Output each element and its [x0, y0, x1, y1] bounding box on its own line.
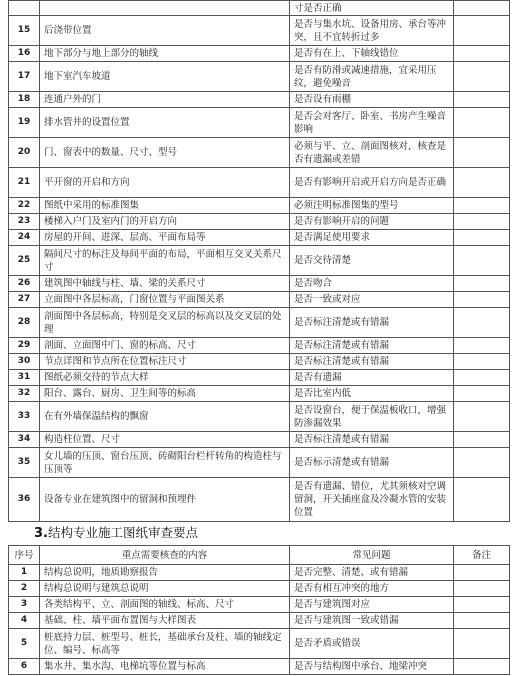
row-number: 17: [9, 62, 40, 92]
header-num: 序号: [9, 546, 40, 565]
common-problem: 是否吻合: [290, 276, 454, 292]
remark-cell: [454, 370, 510, 386]
table-row: [9, 246, 510, 276]
check-item: 排水管井的设置位置: [40, 108, 290, 138]
table-row: [9, 16, 510, 46]
check-item: 桩底持力层、桩型号、桩长，基础承台及柱、墙的轴线定位、编号、标高等: [40, 629, 290, 659]
table-row: [9, 659, 510, 675]
table-row: [9, 198, 510, 214]
row-number: 15: [9, 16, 40, 46]
row-number: [9, 1, 40, 16]
section-number: 3.: [34, 526, 48, 541]
table-row: [9, 402, 510, 432]
table-row: [9, 1, 510, 16]
table-row: [9, 629, 510, 659]
row-number: 33: [9, 402, 40, 432]
remark-cell: [454, 108, 510, 138]
row-number: 1: [9, 565, 40, 581]
common-problem: 是否标示清楚或有错漏: [290, 448, 454, 478]
remark-cell: [454, 581, 510, 597]
common-problem: 是否有影响开启的问题: [290, 214, 454, 230]
row-number: 32: [9, 386, 40, 402]
common-problem: 是否比室内低: [290, 386, 454, 402]
check-item: 女儿墙的压顶、窗台压顶、砖砌阳台栏杆转角的构造柱与压顶等: [40, 448, 290, 478]
common-problem: 是否有相互冲突的地方: [290, 581, 454, 597]
common-problem: 是否标注清楚或有错漏: [290, 308, 454, 338]
table-row: [9, 370, 510, 386]
table-row: [9, 230, 510, 246]
table-row: [9, 581, 510, 597]
remark-cell: [454, 629, 510, 659]
table-row: [9, 308, 510, 338]
row-number: 4: [9, 613, 40, 629]
row-number: 35: [9, 448, 40, 478]
common-problem: 是否与结构图中承台、地梁冲突: [290, 659, 454, 675]
row-number: 22: [9, 198, 40, 214]
structural-review-table: [8, 545, 510, 675]
header-problem: 常见问题: [290, 546, 454, 565]
row-number: 29: [9, 338, 40, 354]
common-problem: 是否设有雨棚: [290, 92, 454, 108]
check-item: 后浇带位置: [40, 16, 290, 46]
check-item: 隔间尺寸的标注及每间平面的布局，平面相互交叉关系尺寸: [40, 246, 290, 276]
row-number: 34: [9, 432, 40, 448]
check-item: 门、窗表中的数量、尺寸、型号: [40, 138, 290, 168]
check-item: 设备专业在建筑图中的留洞和预埋件: [40, 478, 290, 522]
table-row: [9, 62, 510, 92]
section-heading: [34, 523, 198, 541]
table-row: [9, 92, 510, 108]
table-row: [9, 138, 510, 168]
table-row: [9, 354, 510, 370]
remark-cell: [454, 338, 510, 354]
row-number: 26: [9, 276, 40, 292]
table-row: [9, 108, 510, 138]
common-problem: 是否满足使用要求: [290, 230, 454, 246]
remark-cell: [454, 230, 510, 246]
check-item: 剖面、立面图中门、窗的标高、尺寸: [40, 338, 290, 354]
row-number: 3: [9, 597, 40, 613]
row-number: 16: [9, 46, 40, 62]
row-number: 36: [9, 478, 40, 522]
row-number: 31: [9, 370, 40, 386]
remark-cell: [454, 354, 510, 370]
row-number: 6: [9, 659, 40, 675]
row-number: 18: [9, 92, 40, 108]
remark-cell: [454, 308, 510, 338]
remark-cell: [454, 198, 510, 214]
check-item: 构造柱位置、尺寸: [40, 432, 290, 448]
header-item: 重点需要核查的内容: [40, 546, 290, 565]
table-row: [9, 597, 510, 613]
common-problem: 是否有遗漏、错位，尤其须核对空调留洞，开关插座盒及冷凝水管的安装位置: [290, 478, 454, 522]
table-row: [9, 276, 510, 292]
check-item: 地下部分与地上部分的轴线: [40, 46, 290, 62]
remark-cell: [454, 597, 510, 613]
common-problem: 是否完整、清楚、或有错漏: [290, 565, 454, 581]
row-number: 25: [9, 246, 40, 276]
table-row: [9, 565, 510, 581]
remark-cell: [454, 386, 510, 402]
remark-cell: [454, 478, 510, 522]
check-item: 房屋的开间、进深、层高、平面布局等: [40, 230, 290, 246]
remark-cell: [454, 565, 510, 581]
common-problem: 是否标注清楚或有错漏: [290, 354, 454, 370]
row-number: 5: [9, 629, 40, 659]
remark-cell: [454, 246, 510, 276]
remark-cell: [454, 168, 510, 198]
row-number: 23: [9, 214, 40, 230]
remark-cell: [454, 16, 510, 46]
row-number: 21: [9, 168, 40, 198]
common-problem: 是否与集水坑、设备用房、承台等冲突，且不宜转折过多: [290, 16, 454, 46]
check-item: 建筑图中轴线与柱、墙、梁的关系尺寸: [40, 276, 290, 292]
check-item: 基础、柱、墙平面布置图与大样图表: [40, 613, 290, 629]
table-row: [9, 386, 510, 402]
common-problem: 是否与建筑图对应: [290, 597, 454, 613]
check-item: [40, 1, 290, 16]
check-item: 图纸必须交待的节点大样: [40, 370, 290, 386]
common-problem: 是否一致或对应: [290, 292, 454, 308]
common-problem: 必须与平、立、剖面图核对，核查是否有遗漏或差错: [290, 138, 454, 168]
check-item: 各类结构平、立、剖面图的轴线、标高、尺寸: [40, 597, 290, 613]
check-item: 连通户外的门: [40, 92, 290, 108]
common-problem: 是否有在上、下轴线错位: [290, 46, 454, 62]
common-problem: 是否标注清楚或有错漏: [290, 338, 454, 354]
row-number: 28: [9, 308, 40, 338]
table-row: [9, 292, 510, 308]
table-row: [9, 46, 510, 62]
check-item: 集水井、集水沟、电梯坑等位置与标高: [40, 659, 290, 675]
common-problem: 是否标注清楚或有错漏: [290, 432, 454, 448]
common-problem: 是否矛盾或错误: [290, 629, 454, 659]
table-row: [9, 338, 510, 354]
check-item: 立面图中各层标高，门窗位置与平面图关系: [40, 292, 290, 308]
table-header-row: [9, 546, 510, 565]
check-item: 平开窗的开启和方向: [40, 168, 290, 198]
table-row: [9, 613, 510, 629]
remark-cell: [454, 62, 510, 92]
remark-cell: [454, 292, 510, 308]
common-problem: 是否有影响开启或开启方向是否正确: [290, 168, 454, 198]
check-item: 节点详图和节点所在位置标注尺寸: [40, 354, 290, 370]
remark-cell: [454, 659, 510, 675]
header-remark: 备注: [454, 546, 510, 565]
section-title-text: 结构专业施工图纸审查要点: [47, 525, 198, 540]
row-number: 19: [9, 108, 40, 138]
check-item: 地下室汽车坡道: [40, 62, 290, 92]
remark-cell: [454, 138, 510, 168]
common-problem: 是否会对客厅、卧室、书房产生噪音影响: [290, 108, 454, 138]
remark-cell: [454, 613, 510, 629]
common-problem: 是否与建筑图一致或错漏: [290, 613, 454, 629]
remark-cell: [454, 214, 510, 230]
common-problem: 寸是否正确: [290, 1, 454, 16]
check-item: 阳台、露台、厨房、卫生间等的标高: [40, 386, 290, 402]
row-number: 2: [9, 581, 40, 597]
common-problem: 必须注明标准图集的型号: [290, 198, 454, 214]
table-row: [9, 214, 510, 230]
check-item: 剖面图中各层标高，特别是交叉层的标高以及交叉层的处理: [40, 308, 290, 338]
row-number: 24: [9, 230, 40, 246]
check-item: 结构总说明，地质勘察报告: [40, 565, 290, 581]
common-problem: 是否交待清楚: [290, 246, 454, 276]
table-row: [9, 478, 510, 522]
remark-cell: [454, 276, 510, 292]
remark-cell: [454, 1, 510, 16]
row-number: 20: [9, 138, 40, 168]
check-item: 在有外墙保温结构的飘窗: [40, 402, 290, 432]
remark-cell: [454, 448, 510, 478]
table-row: [9, 448, 510, 478]
common-problem: 是否有防滑或减速措施，宜采用压纹，避免噪音: [290, 62, 454, 92]
table-row: [9, 432, 510, 448]
remark-cell: [454, 402, 510, 432]
row-number: 30: [9, 354, 40, 370]
remark-cell: [454, 46, 510, 62]
architectural-review-table: [8, 0, 510, 522]
check-item: 结构总说明与建筑总说明: [40, 581, 290, 597]
remark-cell: [454, 432, 510, 448]
check-item: 图纸中采用的标准图集: [40, 198, 290, 214]
row-number: 27: [9, 292, 40, 308]
common-problem: 是否设窗台，便于保温板收口，增强防渗漏效果: [290, 402, 454, 432]
table-row: [9, 168, 510, 198]
check-item: 楼梯入户门及室内门的开启方向: [40, 214, 290, 230]
common-problem: 是否有遗漏: [290, 370, 454, 386]
remark-cell: [454, 92, 510, 108]
